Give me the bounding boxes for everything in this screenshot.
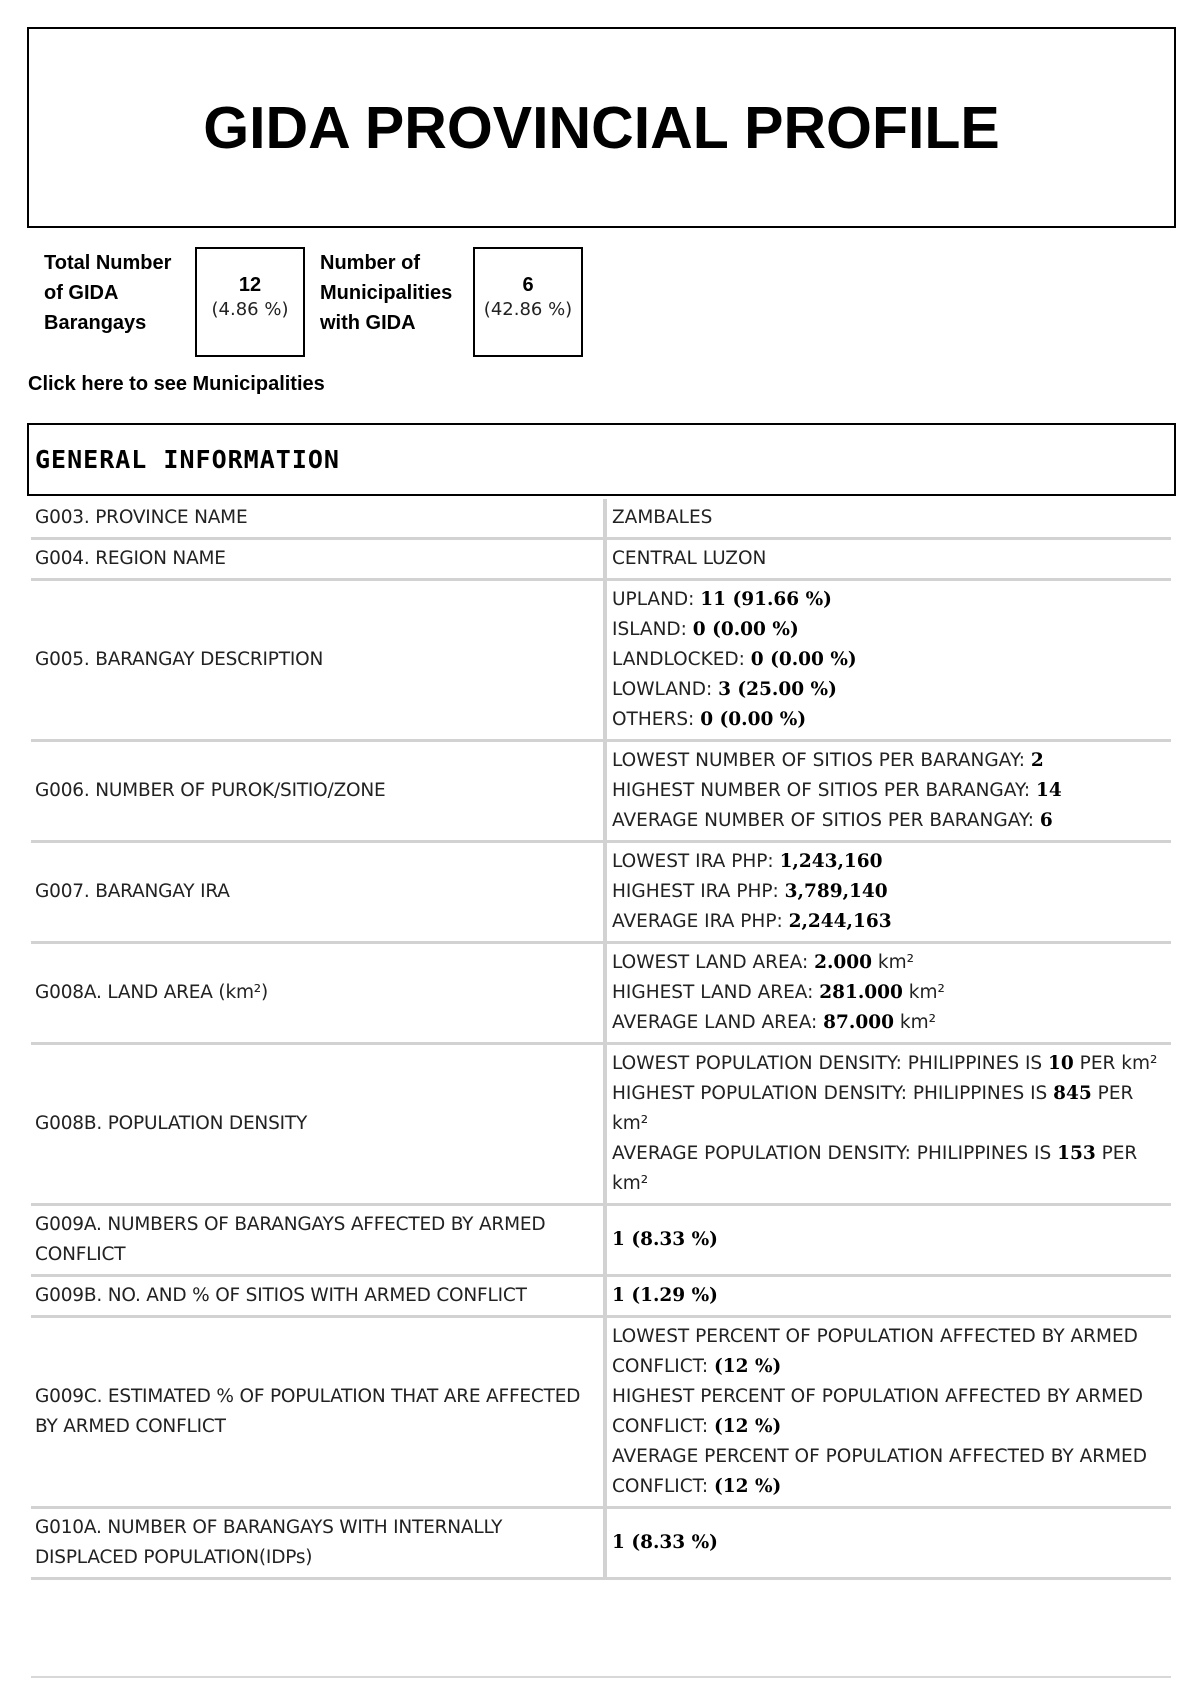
value-text: ISLAND:: [612, 619, 693, 640]
value-number: (12 %): [714, 1416, 782, 1437]
value-number: 1,243,160: [779, 851, 883, 872]
table-row: [31, 1508, 1171, 1579]
table-row: [31, 1276, 1171, 1317]
row-value: [605, 499, 1171, 539]
value-number: 1 (1.29 %): [612, 1285, 718, 1306]
value-text: HIGHEST NUMBER OF SITIOS PER BARANGAY:: [612, 780, 1036, 801]
value-line: [612, 585, 1167, 615]
row-value: [605, 1044, 1171, 1205]
gida-barangays-count: 12: [238, 274, 262, 296]
value-line: [612, 1139, 1167, 1199]
value-text: ZAMBALES: [612, 507, 713, 528]
see-municipalities-link[interactable]: Click here to see Municipalities: [28, 373, 325, 395]
row-label: G005. BARANGAY DESCRIPTION: [31, 580, 605, 741]
value-line: [612, 1079, 1167, 1139]
value-text: AVERAGE PERCENT OF POPULATION AFFECTED BY ARMED CONFLICT:: [612, 1446, 1147, 1497]
value-text: LOWEST NUMBER OF SITIOS PER BARANGAY:: [612, 750, 1031, 771]
row-label: G004. REGION NAME: [31, 539, 605, 580]
value-line: [612, 1281, 1167, 1311]
value-number: 10: [1048, 1053, 1074, 1074]
value-line: [612, 1528, 1167, 1558]
value-line: [612, 645, 1167, 675]
value-text: HIGHEST POPULATION DENSITY: PHILIPPINES IS: [612, 1083, 1054, 1104]
value-text: LOWEST LAND AREA:: [612, 952, 815, 973]
value-text: HIGHEST LAND AREA:: [612, 982, 820, 1003]
value-number: 2: [1030, 750, 1044, 771]
municipalities-label-line: Municipalities: [320, 282, 453, 304]
gida-barangays-box: [195, 247, 305, 357]
value-number: 281.000: [819, 982, 903, 1003]
value-number: 1 (8.33 %): [612, 1229, 718, 1250]
value-line: [612, 1225, 1167, 1255]
value-text: LOWLAND:: [612, 679, 719, 700]
value-unit: km²: [872, 952, 915, 973]
row-label: G006. NUMBER OF PUROK/SITIO/ZONE: [31, 741, 605, 842]
table-row: [31, 1317, 1171, 1508]
value-unit: PER km²: [1073, 1053, 1158, 1074]
value-line: [612, 503, 1167, 533]
value-unit: km²: [893, 1012, 937, 1033]
value-line: [612, 1049, 1167, 1079]
municipalities-label: [320, 248, 452, 338]
value-text: CENTRAL LUZON: [612, 548, 767, 569]
table-row: [31, 842, 1171, 943]
value-number: 2,244,163: [788, 911, 892, 932]
value-text: HIGHEST IRA PHP:: [612, 881, 785, 902]
value-number: 11 (91.66 %): [700, 589, 832, 610]
row-label: G009B. NO. AND % OF SITIOS WITH ARMED CONFLICT: [31, 1276, 605, 1317]
value-line: [612, 776, 1167, 806]
row-label: G010A. NUMBER OF BARANGAYS WITH INTERNALLY DISPLACED POPULATION(IDPs): [31, 1508, 605, 1579]
value-text: OTHERS:: [612, 709, 701, 730]
value-number: 3,789,140: [784, 881, 888, 902]
value-number: 3 (25.00 %): [718, 679, 837, 700]
row-value: [605, 842, 1171, 943]
value-line: [612, 978, 1167, 1008]
value-number: 845: [1053, 1083, 1092, 1104]
value-number: 0 (0.00 %): [750, 649, 857, 670]
value-text: LANDLOCKED:: [612, 649, 751, 670]
general-info-table: [31, 499, 1171, 1580]
value-text: AVERAGE NUMBER OF SITIOS PER BARANGAY:: [612, 810, 1040, 831]
value-line: [612, 544, 1167, 574]
value-text: AVERAGE POPULATION DENSITY: PHILIPPINES IS: [612, 1143, 1058, 1164]
value-line: [612, 907, 1167, 937]
value-line: [612, 1442, 1167, 1502]
row-value: [605, 1508, 1171, 1579]
value-line: [612, 675, 1167, 705]
value-text: HIGHEST PERCENT OF POPULATION AFFECTED BY ARMED CONFLICT:: [612, 1386, 1144, 1437]
gida-barangays-label-line: of GIDA: [44, 282, 119, 304]
gida-barangays-label-line: Total Number: [44, 252, 172, 274]
value-text: LOWEST IRA PHP:: [612, 851, 780, 872]
row-label: G007. BARANGAY IRA: [31, 842, 605, 943]
value-line: [612, 948, 1167, 978]
row-value: [605, 1317, 1171, 1508]
value-text: AVERAGE LAND AREA:: [612, 1012, 824, 1033]
municipalities-count: 6: [522, 274, 534, 296]
row-label: G009A. NUMBERS OF BARANGAYS AFFECTED BY ARMED CONFLICT: [31, 1205, 605, 1276]
value-unit: km²: [902, 982, 945, 1003]
footer-divider: [31, 1676, 1171, 1678]
table-row: [31, 1205, 1171, 1276]
value-line: [612, 877, 1167, 907]
gida-barangays-label-line: Barangays: [44, 312, 147, 334]
title-box: [27, 27, 1176, 228]
value-number: (12 %): [714, 1476, 782, 1497]
table-row: [31, 539, 1171, 580]
value-line: [612, 1008, 1167, 1038]
value-number: 14: [1035, 780, 1062, 801]
table-row: [31, 499, 1171, 539]
row-label: G008B. POPULATION DENSITY: [31, 1044, 605, 1205]
gida-barangays-percent: (4.86 %): [211, 299, 289, 320]
table-row: [31, 580, 1171, 741]
row-label: G008A. LAND AREA (km²): [31, 943, 605, 1044]
value-text: UPLAND:: [612, 589, 701, 610]
value-line: [612, 847, 1167, 877]
table-row: [31, 741, 1171, 842]
value-text: LOWEST POPULATION DENSITY: PHILIPPINES IS: [612, 1053, 1049, 1074]
row-label: G003. PROVINCE NAME: [31, 499, 605, 539]
value-number: 1 (8.33 %): [612, 1532, 718, 1553]
page-title: GIDA PROVINCIAL PROFILE: [203, 94, 1000, 161]
value-number: 6: [1039, 810, 1053, 831]
table-row: [31, 1044, 1171, 1205]
row-value: [605, 580, 1171, 741]
value-unit: PER km²: [612, 1083, 1134, 1134]
value-number: 2.000: [814, 952, 873, 973]
value-line: [612, 615, 1167, 645]
table-row: [31, 943, 1171, 1044]
value-line: [612, 746, 1167, 776]
row-value: [605, 539, 1171, 580]
row-value: [605, 1276, 1171, 1317]
row-value: [605, 741, 1171, 842]
value-line: [612, 1322, 1167, 1382]
municipalities-box: [473, 247, 583, 357]
value-line: [612, 1382, 1167, 1442]
value-number: (12 %): [714, 1356, 782, 1377]
municipalities-percent: (42.86 %): [483, 299, 573, 320]
value-unit: PER km²: [612, 1143, 1138, 1194]
value-number: 0 (0.00 %): [692, 619, 799, 640]
gida-barangays-label: [44, 248, 171, 338]
municipalities-label-line: with GIDA: [320, 312, 416, 334]
value-number: 153: [1057, 1143, 1096, 1164]
row-value: [605, 943, 1171, 1044]
value-text: AVERAGE IRA PHP:: [612, 911, 789, 932]
value-number: 0 (0.00 %): [700, 709, 807, 730]
section-header: [27, 423, 1176, 496]
value-line: [612, 705, 1167, 735]
value-number: 87.000: [823, 1012, 894, 1033]
row-label: G009C. ESTIMATED % OF POPULATION THAT ARE AFFECTED BY ARMED CONFLICT: [31, 1317, 605, 1508]
municipalities-label-line: Number of: [320, 252, 420, 274]
value-text: LOWEST PERCENT OF POPULATION AFFECTED BY ARMED CONFLICT:: [612, 1326, 1138, 1377]
section-title: GENERAL INFORMATION: [35, 445, 340, 474]
value-line: [612, 806, 1167, 836]
row-value: [605, 1205, 1171, 1276]
